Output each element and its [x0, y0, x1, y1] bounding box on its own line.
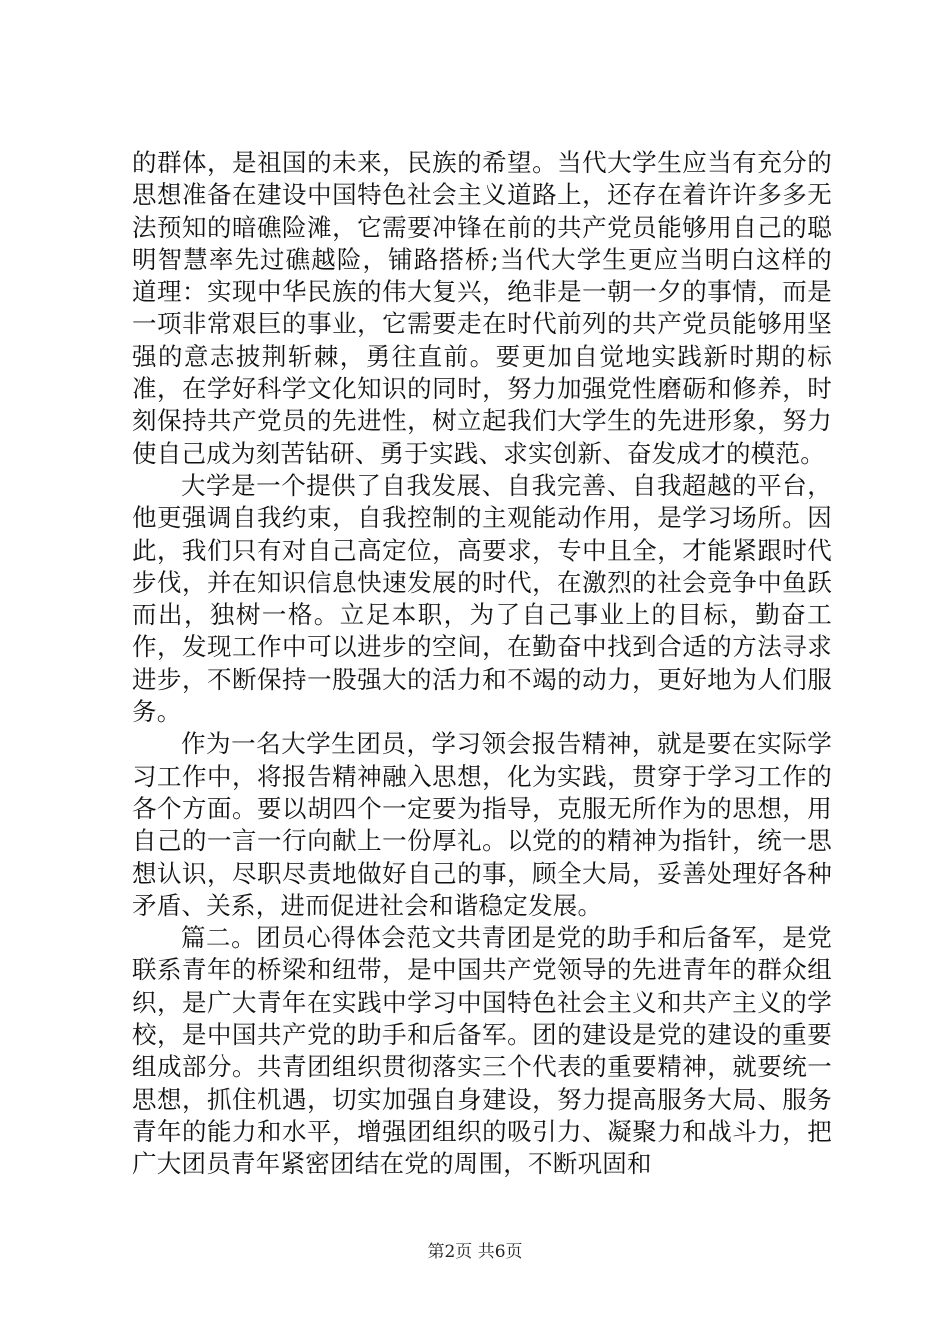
paragraph-2: 大学是一个提供了自我发展、自我完善、自我超越的平台，他更强调自我约束，自我控制的主观能动作用，是学习场所。因此，我们只有对自己高定位，高要求，专中且全，才能紧跟时代步伐，并在知识信息快速发展的时代，在激烈的社会竞争中鱼跃而出，独树一格。立足本职，为了自己事业上的目标，勤奋工作，发现工作中可以进步的空间，在勤奋中找到合适的方法寻求进步，不断保持一股强大的活力和不竭的动力，更好地为人们服务。 [132, 470, 832, 727]
document-body [132, 147, 832, 1181]
paragraph-4: 篇二。团员心得体会范文共青团是党的助手和后备军，是党联系青年的桥梁和纽带，是中国共产党领导的先进青年的群众组织，是广大青年在实践中学习中国特色社会主义和共产主义的学校，是中国共产党的助手和后备军。团的建设是党的建设的重要组成部分。共青团组织贯彻落实三个代表的重要精神，就要统一思想，抓住机遇，切实加强自身建设，努力提高服务大局、服务青年的能力和水平，增强团组织的吸引力、凝聚力和战斗力，把广大团员青年紧密团结在党的周围，不断巩固和 [132, 923, 832, 1179]
paragraph-1: 的群体，是祖国的未来，民族的希望。当代大学生应当有充分的思想准备在建设中国特色社会主义道路上，还存在着许许多多无法预知的暗礁险滩，它需要冲锋在前的共产党员能够用自己的聪明智慧率先过礁越险，铺路搭桥;当代大学生更应当明白这样的道理：实现中华民族的伟大复兴，绝非是一朝一夕的事情，而是一项非常艰巨的事业，它需要走在时代前列的共产党员能够用坚强的意志披荆斩棘，勇往直前。要更加自觉地实践新时期的标准，在学好科学文化知识的同时，努力加强党性磨砺和修养，时刻保持共产党员的先进性，树立起我们大学生的先进形象，努力使自己成为刻苦钻研、勇于实践、求实创新、奋发成才的模范。 [132, 148, 832, 468]
page-number-footer: 第2页 共6页 [427, 1242, 523, 1262]
paragraph-3: 作为一名大学生团员，学习领会报告精神，就是要在实际学习工作中，将报告精神融入思想，化为实践，贯穿于学习工作的各个方面。要以胡四个一定要为指导，克服无所作为的思想，用自己的一言一行向献上一份厚礼。以党的的精神为指针，统一思想认识，尽职尽责地做好自己的事，顾全大局，妥善处理好各种矛盾、关系，进而促进社会和谐稳定发展。 [132, 729, 832, 920]
